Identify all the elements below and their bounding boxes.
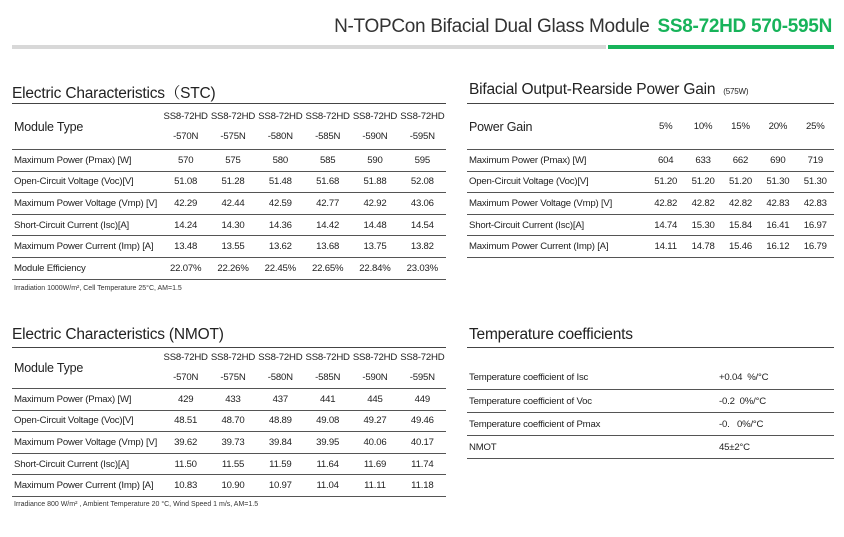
model-header: [351, 104, 398, 150]
gain-table: [467, 103, 834, 258]
cell-value: 16.12: [759, 236, 796, 258]
cell-value: 580: [257, 150, 304, 172]
model-series: SS8-72HD: [258, 352, 303, 363]
row-label: Module Efficiency: [12, 257, 162, 279]
cell-value: 429: [162, 389, 209, 411]
power-gain-header: Power Gain: [467, 104, 647, 150]
temp-table: [467, 347, 834, 459]
table-row: [12, 171, 446, 193]
model-header: [304, 348, 351, 389]
row-label: NMOT: [467, 436, 667, 459]
table-row: [12, 150, 446, 172]
cell-value: 48.51: [162, 410, 209, 432]
table-row: [467, 171, 834, 193]
cell-value: 445: [351, 389, 398, 411]
model-series: SS8-72HD: [210, 352, 256, 363]
table-row: [12, 389, 446, 411]
row-label: Open-Circuit Voltage (Voc)[V]: [12, 410, 162, 432]
model-series: SS8-72HD: [210, 110, 256, 122]
temp-title: Temperature coefficients: [469, 326, 633, 343]
row-label: Open-Circuit Voltage (Voc)[V]: [12, 171, 162, 193]
cell-value: 39.84: [257, 432, 304, 454]
model-series: SS8-72HD: [258, 110, 303, 122]
model-series: SS8-72HD: [400, 110, 445, 122]
table-row: [467, 193, 834, 215]
row-label: Maximum Power Current (Imp) [A]: [12, 475, 162, 497]
model-header: [209, 348, 256, 389]
cell-value: 595: [399, 150, 446, 172]
cell-value: 449: [399, 389, 446, 411]
row-label: Temperature coefficient of Pmax: [467, 413, 667, 436]
cell-value: +0.04 %/°C: [667, 367, 834, 390]
model-series: SS8-72HD: [305, 352, 350, 363]
row-label: Open-Circuit Voltage (Voc)[V]: [467, 171, 647, 193]
cell-value: 13.48: [162, 236, 209, 258]
model-series: SS8-72HD: [305, 110, 350, 122]
cell-value: 690: [759, 150, 796, 172]
module-type-header: Module Type: [12, 104, 162, 150]
model-suffix: -590N: [362, 372, 388, 383]
cell-value: 14.36: [257, 214, 304, 236]
cell-value: 51.20: [647, 171, 684, 193]
cell-value: 23.03%: [399, 257, 446, 279]
module-type-header: Module Type: [12, 348, 162, 389]
stc-title: Electric Characteristics（STC): [12, 85, 216, 102]
cell-value: 11.50: [162, 453, 209, 475]
model-header: [351, 348, 398, 389]
cell-value: 22.26%: [209, 257, 256, 279]
cell-value: 16.97: [797, 214, 834, 236]
cell-value: 39.62: [162, 432, 209, 454]
table-row: [467, 150, 834, 172]
table-row: [467, 236, 834, 258]
cell-value: 42.29: [162, 193, 209, 215]
spacer-row: [467, 348, 834, 367]
table-row: [12, 410, 446, 432]
table-header-row: [12, 104, 446, 150]
cell-value: 575: [209, 150, 256, 172]
cell-value: 590: [351, 150, 398, 172]
model-series: SS8-72HD: [163, 352, 208, 363]
table-row: [467, 436, 834, 459]
cell-value: 22.65%: [304, 257, 351, 279]
row-label: Maximum Power Voltage (Vmp) [V]: [12, 193, 162, 215]
model-series: SS8-72HD: [352, 110, 398, 122]
header-divider-green: [608, 45, 834, 49]
cell-value: 51.20: [722, 171, 759, 193]
header-model: SS8-72HD 570-595N: [657, 16, 832, 37]
model-suffix: -580N: [267, 372, 293, 383]
cell-value: 51.48: [257, 171, 304, 193]
cell-value: 42.59: [257, 193, 304, 215]
cell-value: 22.45%: [257, 257, 304, 279]
table-row: [467, 390, 834, 413]
table-row: [467, 367, 834, 390]
model-suffix: -575N: [220, 130, 246, 142]
model-header: [399, 104, 446, 150]
cell-value: 42.92: [351, 193, 398, 215]
spacer: [467, 348, 667, 367]
cell-value: 14.30: [209, 214, 256, 236]
cell-value: 45±2°C: [667, 436, 834, 459]
cell-value: 13.82: [399, 236, 446, 258]
row-label: Short-Circuit Current (Isc)[A]: [467, 214, 647, 236]
model-series: SS8-72HD: [400, 352, 445, 363]
cell-value: 22.07%: [162, 257, 209, 279]
cell-value: 43.06: [399, 193, 446, 215]
cell-value: 49.27: [351, 410, 398, 432]
cell-value: 42.82: [647, 193, 684, 215]
cell-value: 49.08: [304, 410, 351, 432]
row-label: Maximum Power Current (Imp) [A]: [12, 236, 162, 258]
model-series: SS8-72HD: [352, 352, 398, 363]
table-row: [12, 257, 446, 279]
cell-value: 11.59: [257, 453, 304, 475]
row-label: Temperature coefficient of Voc: [467, 390, 667, 413]
model-header: [304, 104, 351, 150]
table-row: [12, 432, 446, 454]
cell-value: 11.55: [209, 453, 256, 475]
row-label: Maximum Power Voltage (Vmp) [V]: [12, 432, 162, 454]
cell-value: 14.24: [162, 214, 209, 236]
gain-col-header: 5%: [647, 104, 684, 150]
cell-value: 48.89: [257, 410, 304, 432]
row-label: Short-Circuit Current (Isc)[A]: [12, 214, 162, 236]
cell-value: 14.11: [647, 236, 684, 258]
stc-table: [12, 103, 446, 280]
cell-value: 14.78: [684, 236, 721, 258]
cell-value: 11.74: [399, 453, 446, 475]
row-label: Temperature coefficient of Isc: [467, 367, 667, 390]
cell-value: 51.30: [759, 171, 796, 193]
model-header: [399, 348, 446, 389]
cell-value: 11.18: [399, 475, 446, 497]
cell-value: 11.64: [304, 453, 351, 475]
nmot-note: Irradiance 800 W/m² , Ambient Temperature 20 °C, Wind Speed 1 m/s, AM=1.5: [14, 501, 259, 508]
model-suffix: -570N: [173, 372, 199, 383]
cell-value: 42.77: [304, 193, 351, 215]
cell-value: 570: [162, 150, 209, 172]
cell-value: 13.68: [304, 236, 351, 258]
cell-value: 433: [209, 389, 256, 411]
cell-value: 11.04: [304, 475, 351, 497]
cell-value: 13.55: [209, 236, 256, 258]
gain-subtitle: (575W): [723, 87, 749, 96]
model-suffix: -570N: [173, 130, 199, 142]
row-label: Maximum Power (Pmax) [W]: [12, 389, 162, 411]
cell-value: 15.84: [722, 214, 759, 236]
spacer: [667, 348, 834, 367]
gain-col-header: 15%: [722, 104, 759, 150]
cell-value: 51.30: [797, 171, 834, 193]
model-suffix: -595N: [409, 130, 435, 142]
row-label: Maximum Power (Pmax) [W]: [467, 150, 647, 172]
cell-value: 15.46: [722, 236, 759, 258]
model-header: [162, 348, 209, 389]
cell-value: 14.54: [399, 214, 446, 236]
cell-value: 40.06: [351, 432, 398, 454]
nmot-table: [12, 347, 446, 497]
model-suffix: -585N: [315, 130, 341, 142]
cell-value: 48.70: [209, 410, 256, 432]
header-divider-gray: [12, 45, 606, 49]
gain-col-header: 20%: [759, 104, 796, 150]
cell-value: 51.08: [162, 171, 209, 193]
cell-value: 10.90: [209, 475, 256, 497]
cell-value: 13.62: [257, 236, 304, 258]
cell-value: 10.97: [257, 475, 304, 497]
cell-value: 14.74: [647, 214, 684, 236]
stc-note: Irradiation 1000W/m², Cell Temperature 25°C, AM=1.5: [14, 285, 182, 292]
nmot-title: Electric Characteristics (NMOT): [12, 326, 224, 343]
model-header: [209, 104, 256, 150]
model-header: [257, 104, 304, 150]
table-row: [12, 193, 446, 215]
cell-value: 51.20: [684, 171, 721, 193]
gain-col-header: 10%: [684, 104, 721, 150]
table-row: [12, 453, 446, 475]
cell-value: 662: [722, 150, 759, 172]
cell-value: 719: [797, 150, 834, 172]
cell-value: 51.68: [304, 171, 351, 193]
table-row: [12, 475, 446, 497]
cell-value: 51.28: [209, 171, 256, 193]
cell-value: 39.95: [304, 432, 351, 454]
header-subtitle: N-TOPCon Bifacial Dual Glass Module: [334, 16, 650, 37]
cell-value: 22.84%: [351, 257, 398, 279]
row-label: Maximum Power Voltage (Vmp) [V]: [467, 193, 647, 215]
cell-value: 14.42: [304, 214, 351, 236]
cell-value: 633: [684, 150, 721, 172]
cell-value: 13.75: [351, 236, 398, 258]
cell-value: 16.79: [797, 236, 834, 258]
table-header-row: [12, 348, 446, 389]
model-suffix: -580N: [267, 130, 293, 142]
row-label: Maximum Power (Pmax) [W]: [12, 150, 162, 172]
model-header: [162, 104, 209, 150]
cell-value: 604: [647, 150, 684, 172]
cell-value: 39.73: [209, 432, 256, 454]
model-suffix: -575N: [220, 372, 246, 383]
cell-value: 11.69: [351, 453, 398, 475]
cell-value: 42.82: [722, 193, 759, 215]
table-row: [12, 236, 446, 258]
cell-value: -0. 0%/°C: [667, 413, 834, 436]
cell-value: -0.2 0%/°C: [667, 390, 834, 413]
model-header: [257, 348, 304, 389]
cell-value: 42.44: [209, 193, 256, 215]
model-suffix: -590N: [362, 130, 388, 142]
cell-value: 441: [304, 389, 351, 411]
cell-value: 42.83: [759, 193, 796, 215]
table-row: [467, 413, 834, 436]
cell-value: 16.41: [759, 214, 796, 236]
cell-value: 40.17: [399, 432, 446, 454]
cell-value: 15.30: [684, 214, 721, 236]
cell-value: 14.48: [351, 214, 398, 236]
cell-value: 42.83: [797, 193, 834, 215]
cell-value: 10.83: [162, 475, 209, 497]
gain-title-text: Bifacial Output-Rearside Power Gain: [469, 81, 716, 98]
row-label: Short-Circuit Current (Isc)[A]: [12, 453, 162, 475]
cell-value: 52.08: [399, 171, 446, 193]
gain-col-header: 25%: [797, 104, 834, 150]
table-row: [12, 214, 446, 236]
cell-value: 11.11: [351, 475, 398, 497]
cell-value: 51.88: [351, 171, 398, 193]
cell-value: 42.82: [684, 193, 721, 215]
model-suffix: -585N: [315, 372, 341, 383]
table-header-row: [467, 104, 834, 150]
table-row: [467, 214, 834, 236]
row-label: Maximum Power Current (Imp) [A]: [467, 236, 647, 258]
cell-value: 437: [257, 389, 304, 411]
cell-value: 49.46: [399, 410, 446, 432]
cell-value: 585: [304, 150, 351, 172]
document-header: [334, 16, 832, 38]
model-suffix: -595N: [409, 372, 435, 383]
gain-title: [469, 81, 748, 99]
model-series: SS8-72HD: [163, 110, 208, 122]
